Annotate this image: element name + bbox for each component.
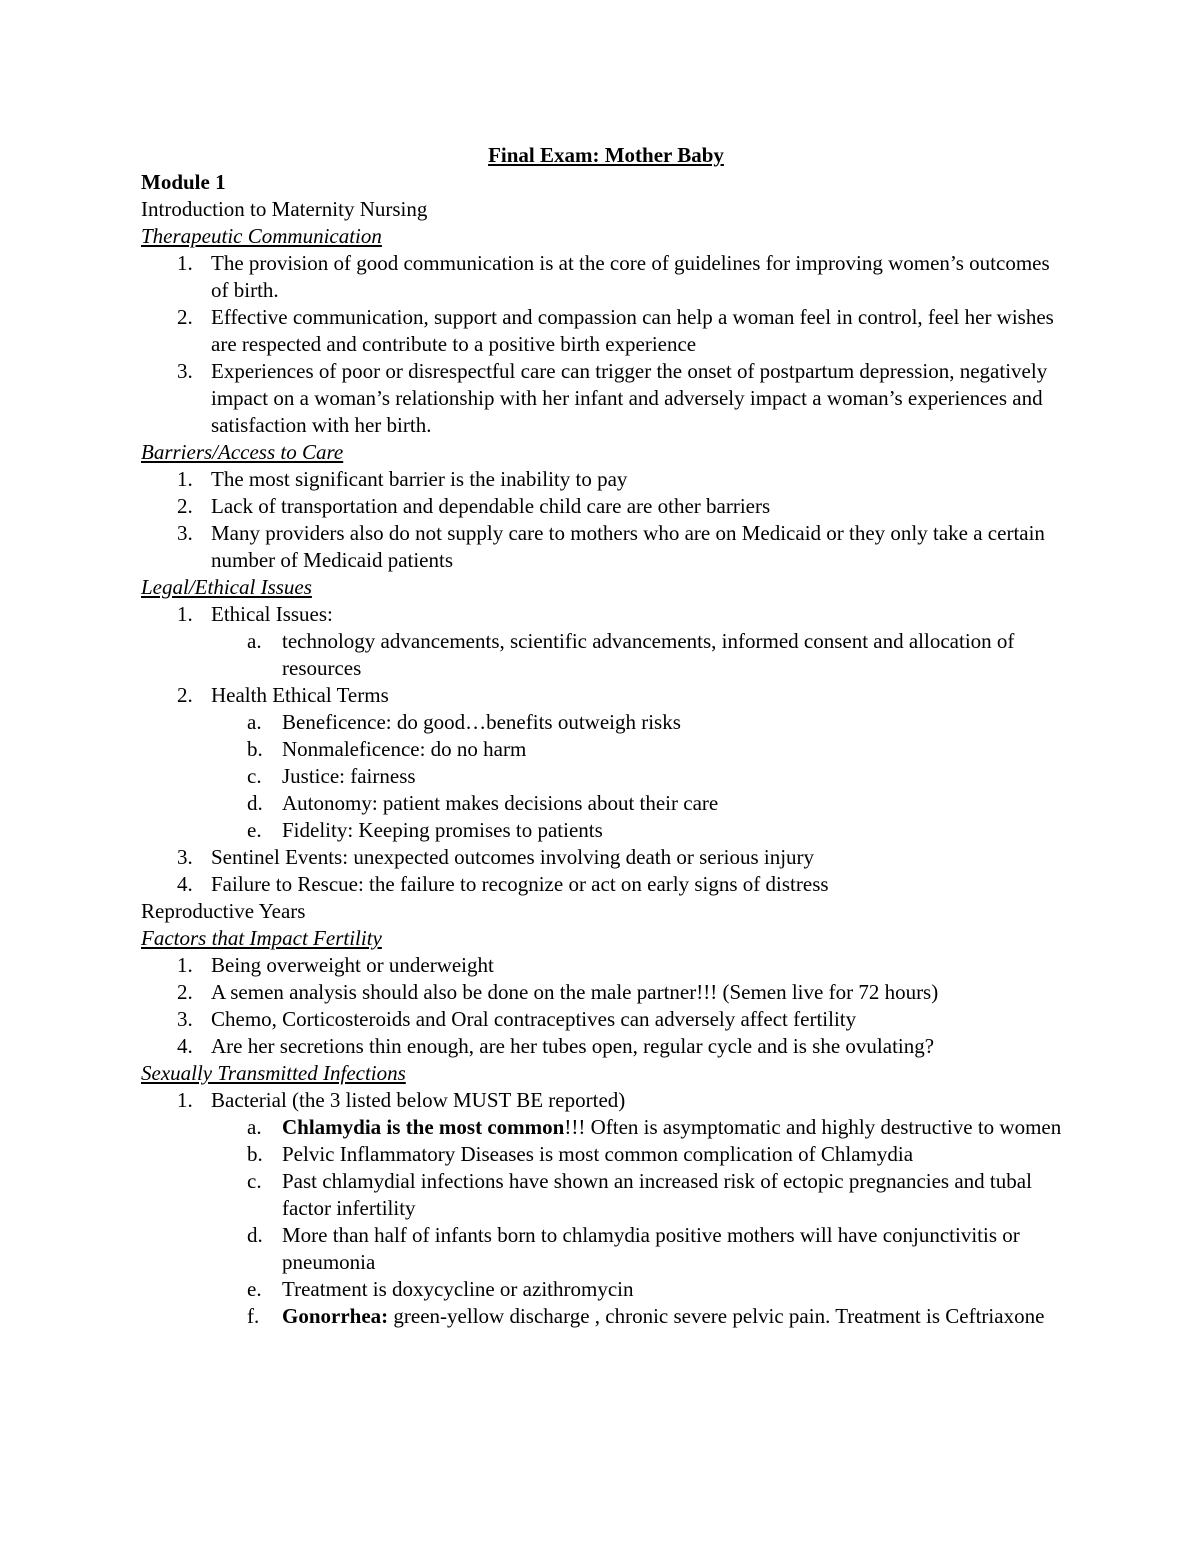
- list-item: 1. Bacterial (the 3 listed below MUST BE reported): [177, 1088, 626, 1112]
- barriers-list: [141, 466, 1071, 574]
- sub-list-item: b. Pelvic Inflammatory Diseases is most common complication of Chlamydia: [247, 1142, 914, 1166]
- sub-list-item-text: Nonmaleficence: do no harm: [282, 737, 527, 761]
- list-item: 3. Sentinel Events: unexpected outcomes involving death or serious injury: [177, 845, 815, 869]
- fertility-heading: Factors that Impact Fertility: [141, 926, 382, 950]
- list-item: 3. Chemo, Corticosteroids and Oral contraceptives can adversely affect fertility: [177, 1007, 857, 1031]
- bold-text: Gonorrhea:: [282, 1304, 389, 1328]
- sub-list-item-text: Justice: fairness: [282, 764, 416, 788]
- sub-list-item-text: Autonomy: patient makes decisions about their care: [282, 791, 719, 815]
- sub-list-item: c. Past chlamydial infections have shown an increased risk of ectopic pregnancies and tubal factor infertility: [247, 1169, 1032, 1220]
- list-item-text: Effective communication, support and compassion can help a woman feel in control, feel her wishes are respected and contribute to a positive birth experience: [211, 305, 1054, 356]
- list-item-text: Failure to Rescue: the failure to recognize or act on early signs of distress: [211, 872, 829, 896]
- sub-list-item-text: Treatment is doxycycline or azithromycin: [282, 1277, 634, 1301]
- sub-list-item: e. Fidelity: Keeping promises to patients: [247, 818, 603, 842]
- list-item: 1. Being overweight or underweight: [177, 953, 494, 977]
- sub-list-item: d. More than half of infants born to chlamydia positive mothers will have conjunctivitis or pneumonia: [247, 1223, 1020, 1274]
- sub-list-item: a. Chlamydia is the most common!!! Often is asymptomatic and highly destructive to women: [247, 1115, 1062, 1139]
- sub-list-item-text: green-yellow discharge , chronic severe pelvic pain. Treatment is Ceftriaxone: [388, 1304, 1045, 1328]
- document-page: [141, 142, 1071, 1330]
- sub-list-item: e. Treatment is doxycycline or azithromycin: [247, 1277, 634, 1301]
- legal-heading: Legal/Ethical Issues: [141, 575, 312, 599]
- list-item-text: Ethical Issues:: [211, 602, 333, 626]
- list-item: 2. Health Ethical Terms: [177, 683, 389, 707]
- intro-heading: Introduction to Maternity Nursing: [141, 197, 428, 221]
- list-item-text: A semen analysis should also be done on the male partner!!! (Semen live for 72 hours): [211, 980, 939, 1004]
- list-item-text: Sentinel Events: unexpected outcomes involving death or serious injury: [211, 845, 815, 869]
- fertility-list: [141, 952, 1071, 1060]
- sub-list-item-text: More than half of infants born to chlamydia positive mothers will have conjunctivitis or pneumonia: [282, 1223, 1020, 1274]
- document-title: Final Exam: Mother Baby: [488, 143, 724, 167]
- sub-list-item-text: !!! Often is asymptomatic and highly destructive to women: [564, 1115, 1062, 1139]
- sub-list-item-text: Past chlamydial infections have shown an increased risk of ectopic pregnancies and tubal factor infertility: [282, 1169, 1032, 1220]
- list-item-text: Health Ethical Terms: [211, 683, 389, 707]
- list-item-text: Chemo, Corticosteroids and Oral contraceptives can adversely affect fertility: [211, 1007, 857, 1031]
- sub-list-item-text: Fidelity: Keeping promises to patients: [282, 818, 603, 842]
- therapeutic-list: [141, 250, 1071, 439]
- list-item-text: Experiences of poor or disrespectful care can trigger the onset of postpartum depression, negatively impact on a woman’s relationship with her infant and adversely impact a woman’s experiences and satisfaction with her birth.: [211, 359, 1048, 437]
- sub-list-item: c. Justice: fairness: [247, 764, 416, 788]
- sub-list-item: a. Beneficence: do good…benefits outweigh risks: [247, 710, 681, 734]
- list-item-text: Lack of transportation and dependable child care are other barriers: [211, 494, 771, 518]
- sub-list-item: f. Gonorrhea: green-yellow discharge , chronic severe pelvic pain. Treatment is Ceftriaxone: [247, 1304, 1045, 1328]
- sub-list-item: a. technology advancements, scientific advancements, informed consent and allocation of resources: [247, 629, 1015, 680]
- list-item-text: Many providers also do not supply care to mothers who are on Medicaid or they only take a certain number of Medicaid patients: [211, 521, 1045, 572]
- list-item: 4. Failure to Rescue: the failure to recognize or act on early signs of distress: [177, 872, 829, 896]
- list-item-text: The provision of good communication is at the core of guidelines for improving women’s outcomes of birth.: [211, 251, 1050, 302]
- list-item-text: The most significant barrier is the inability to pay: [211, 467, 628, 491]
- list-item: 2. Effective communication, support and compassion can help a woman feel in control, feel her wishes are respected and contribute to a positive birth experience: [177, 305, 1054, 356]
- sub-list-item-text: Beneficence: do good…benefits outweigh risks: [282, 710, 681, 734]
- sti-list: [141, 1087, 1071, 1330]
- list-item: 1. Ethical Issues:: [177, 602, 333, 626]
- therapeutic-heading: Therapeutic Communication: [141, 224, 382, 248]
- list-item: 3. Many providers also do not supply care to mothers who are on Medicaid or they only take a certain number of Medicaid patients: [177, 521, 1045, 572]
- list-item-text: Being overweight or underweight: [211, 953, 494, 977]
- list-item: 1. The provision of good communication is at the core of guidelines for improving women’s outcomes of birth.: [177, 251, 1050, 302]
- barriers-heading: Barriers/Access to Care: [141, 440, 344, 464]
- list-item-text: Are her secretions thin enough, are her tubes open, regular cycle and is she ovulating?: [211, 1034, 935, 1058]
- sub-list-item: d. Autonomy: patient makes decisions about their care: [247, 791, 719, 815]
- sub-list-item: b. Nonmaleficence: do no harm: [247, 737, 527, 761]
- list-item: 1. The most significant barrier is the inability to pay: [177, 467, 628, 491]
- list-item: 3. Experiences of poor or disrespectful care can trigger the onset of postpartum depression, negatively impact on a woman’s relationship with her infant and adversely impact a woman’s experiences and satisfaction with her birth.: [177, 359, 1048, 437]
- list-item: 2. A semen analysis should also be done on the male partner!!! (Semen live for 72 hours): [177, 980, 939, 1004]
- list-item: 4. Are her secretions thin enough, are her tubes open, regular cycle and is she ovulating?: [177, 1034, 935, 1058]
- sub-list-item-text: Pelvic Inflammatory Diseases is most common complication of Chlamydia: [282, 1142, 914, 1166]
- list-item-text: Bacterial (the 3 listed below MUST BE reported): [211, 1088, 626, 1112]
- list-item: 2. Lack of transportation and dependable child care are other barriers: [177, 494, 771, 518]
- reproductive-heading: Reproductive Years: [141, 899, 306, 923]
- sti-heading: Sexually Transmitted Infections: [141, 1061, 406, 1085]
- bold-text: Chlamydia is the most common: [282, 1115, 565, 1139]
- legal-list: [141, 601, 1071, 898]
- sub-list-item-text: technology advancements, scientific advancements, informed consent and allocation of resources: [282, 629, 1015, 680]
- module-heading: Module 1: [141, 170, 226, 194]
